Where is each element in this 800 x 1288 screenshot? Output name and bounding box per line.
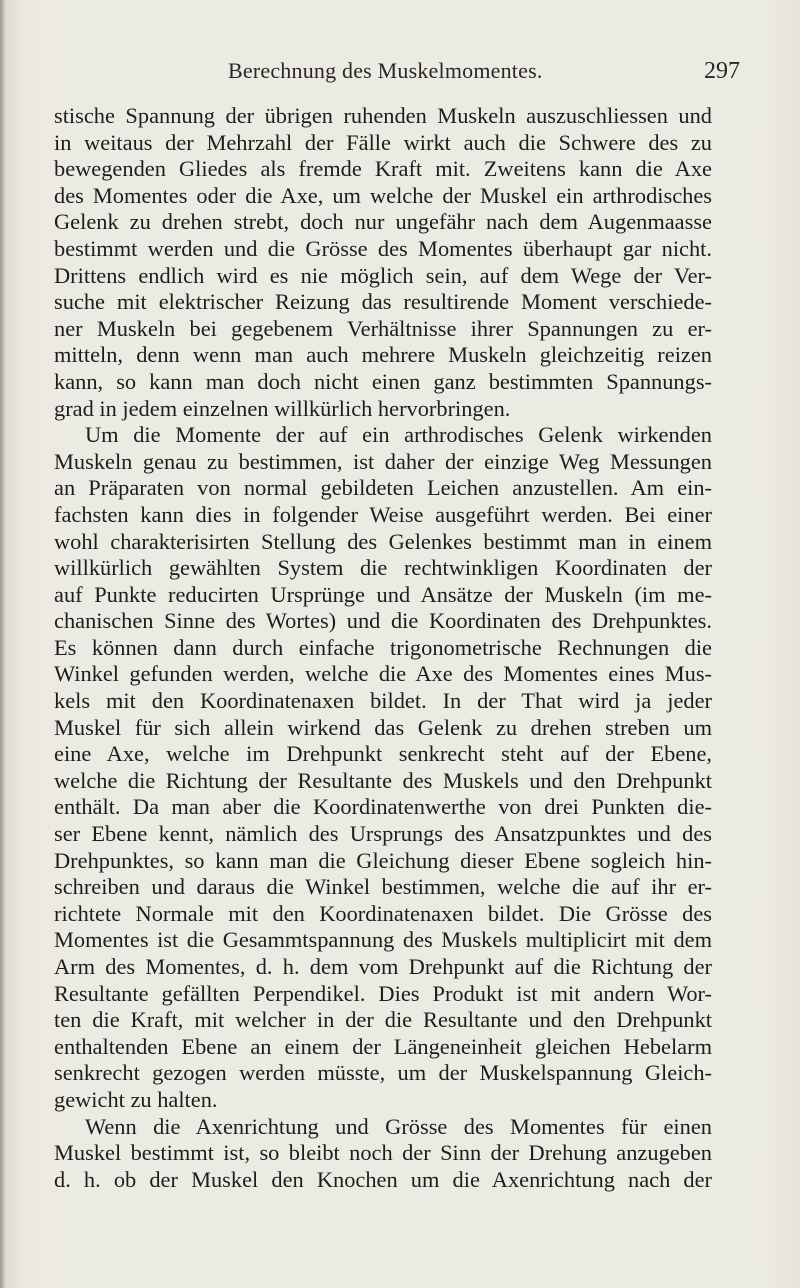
text-line: richtete Normale mit den Koordinatenaxen bildet. Die Grösse des	[54, 900, 712, 926]
text-line: Arm des Momentes, d. h. dem vom Drehpunkt auf die Richtung der	[54, 954, 712, 979]
text-line: des Momentes oder die Axe, um welche der Muskel ein arthrodisches	[54, 182, 712, 208]
text-line: willkürlich gewählten System die rechtwinkligen Koordinaten der	[54, 555, 712, 581]
text-line: in weitaus der Mehrzahl der Fälle wirkt auch die Schwere des zu	[54, 129, 712, 155]
page-number: 297	[704, 58, 740, 84]
text-line: Winkel gefunden werden, welche die Axe des Momentes eines Mus-	[54, 661, 712, 687]
text-line: ten die Kraft, mit welcher in der die Resultante und den Drehpunkt	[54, 1007, 712, 1033]
text-line: bewegenden Gliedes als fremde Kraft mit. Zweitens kann die Axe	[54, 156, 712, 182]
text-line: stische Spannung der übrigen ruhenden Muskeln auszuschliessen und	[54, 103, 712, 128]
page-gutter-shadow	[0, 0, 6, 1288]
text-line: Drehpunktes, so kann man die Gleichung dieser Ebene sogleich hin-	[54, 847, 712, 873]
text-line: ser Ebene kennt, nämlich des Ursprungs des Ansatzpunktes und des	[54, 821, 712, 847]
text-line: Resultante gefällten Perpendikel. Dies Produkt ist mit andern Wor-	[54, 980, 712, 1006]
running-head	[0, 58, 800, 88]
text-line: Momentes ist die Gesammtspannung des Muskels multiplicirt mit dem	[54, 927, 712, 953]
text-line: enthält. Da man aber die Koordinatenwerthe von drei Punkten die-	[54, 794, 712, 820]
text-line: kels mit den Koordinatenaxen bildet. In der That wird ja jeder	[54, 688, 712, 714]
text-line: Muskeln genau zu bestimmen, ist daher der einzige Weg Messungen	[54, 448, 712, 474]
text-line: chanischen Sinne des Wortes) und die Koordinaten des Drehpunktes.	[54, 608, 712, 634]
text-line: d. h. ob der Muskel den Knochen um die Axenrichtung nach der	[54, 1166, 712, 1192]
text-line: enthaltenden Ebene an einem der Längeneinheit gleichen Hebelarm	[54, 1033, 712, 1059]
text-line: wohl charakterisirten Stellung des Gelenkes bestimmt man in einem	[54, 528, 712, 554]
text-line: Um die Momente der auf ein arthrodisches Gelenk wirkenden	[85, 422, 712, 448]
text-line: senkrecht gezogen werden müsste, um der Muskelspannung Gleich-	[54, 1060, 712, 1086]
text-line: Gelenk zu drehen strebt, doch nur ungefähr nach dem Augenmaasse	[54, 209, 712, 235]
text-line: suche mit elektrischer Reizung das resultirende Moment verschiede-	[54, 289, 712, 315]
text-line: Es können dann durch einfache trigonometrische Rechnungen die	[54, 634, 712, 660]
text-line: Wenn die Axenrichtung und Grösse des Momentes für einen	[85, 1113, 712, 1139]
text-line: an Präparaten von normal gebildeten Leichen anzustellen. Am ein-	[54, 475, 712, 501]
text-line: mitteln, denn wenn man auch mehrere Muskeln gleichzeitig reizen	[54, 342, 712, 368]
text-line: auf Punkte reducirten Ursprünge und Ansätze der Muskeln (im me-	[54, 581, 712, 607]
text-line: fachsten kann dies in folgender Weise ausgeführt werden. Bei einer	[54, 501, 712, 527]
text-line: gewicht zu halten.	[54, 1086, 218, 1112]
text-line: Muskel bestimmt ist, so bleibt noch der Sinn der Drehung anzugeben	[54, 1140, 712, 1166]
text-line: bestimmt werden und die Grösse des Momentes überhaupt gar nicht.	[54, 235, 712, 261]
text-line: grad in jedem einzelnen willkürlich hervorbringen.	[54, 395, 511, 421]
text-line: ner Muskeln bei gegebenem Verhältnisse ihrer Spannungen zu er-	[54, 315, 712, 341]
text-line: schreiben und daraus die Winkel bestimmen, welche die auf ihr er-	[54, 874, 712, 900]
text-line: welche die Richtung der Resultante des Muskels und den Drehpunkt	[54, 767, 712, 793]
text-line: kann, so kann man doch nicht einen ganz bestimmten Spannungs-	[54, 368, 712, 394]
text-line: Drittens endlich wird es nie möglich sein, auf dem Wege der Ver-	[54, 262, 712, 288]
running-title: Berechnung des Muskelmomentes.	[228, 58, 543, 83]
text-line: eine Axe, welche im Drehpunkt senkrecht steht auf der Ebene,	[54, 741, 712, 767]
text-line: Muskel für sich allein wirkend das Gelenk zu drehen streben um	[54, 714, 712, 740]
body-text	[54, 103, 712, 1193]
